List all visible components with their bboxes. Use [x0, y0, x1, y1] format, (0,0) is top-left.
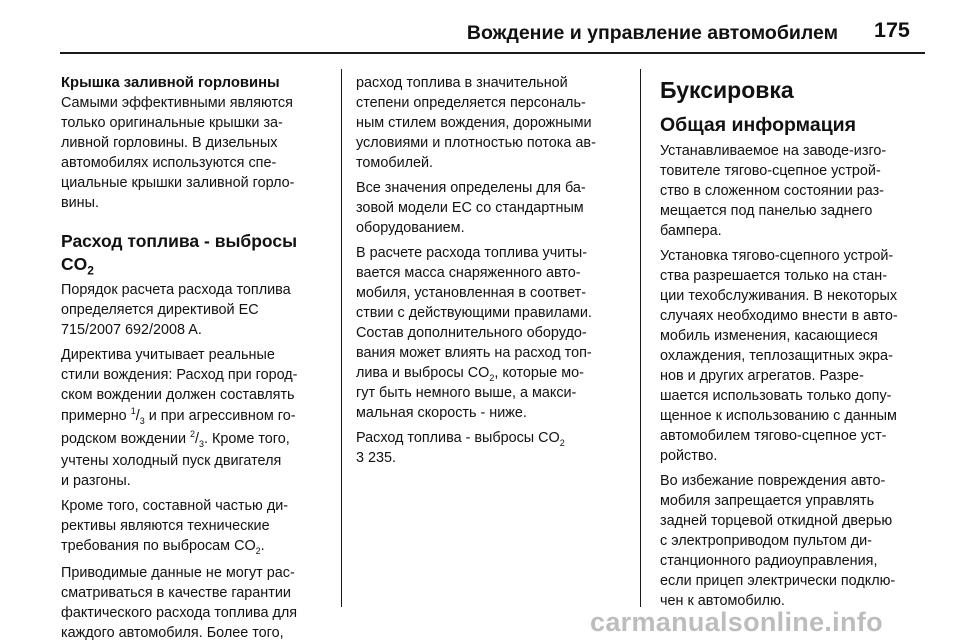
consumption-heading-line1: Расход топлива - выбросы — [61, 231, 298, 251]
text-line: зовой модели ЕС со стандартным — [356, 200, 584, 216]
text-line: степени определяется персональ- — [356, 95, 586, 111]
text-line: охлаждения, теплозащитных экра- — [660, 348, 893, 364]
text-line: Кроме того, составной частью ди- — [61, 498, 289, 514]
text-line: мобиля запрещается управлять — [660, 493, 875, 509]
text-line: автомобилем тягово-сцепное уст- — [660, 428, 887, 444]
text-line: случаях необходимо внести в авто- — [660, 308, 898, 324]
text-line: Директива учитывает реальные — [61, 347, 275, 363]
text-line: мещается под панелью заднего — [660, 203, 873, 219]
text-line: бампера. — [660, 223, 722, 239]
text-line: примерно $^1/_3$ и при агрессивном го- — [61, 406, 296, 426]
cross-reference-title: Расход топлива - выбросы $CO_2$ — [356, 430, 565, 448]
text-line: каждого автомобиля. Более того, — [61, 625, 284, 641]
site-watermark: carmanualsonline.info — [590, 607, 883, 637]
fuel-cap-heading: Крышка заливной горловины — [61, 75, 280, 91]
general-info-heading: Общая информация — [660, 114, 857, 136]
text-line: условиями и плотностью потока ав- — [356, 135, 596, 151]
text-line: только оригинальные крышки за- — [61, 115, 283, 131]
header-divider — [60, 52, 925, 54]
text-line: ском вождении должен составлять — [61, 387, 295, 403]
text-line: определяется директивой ЕС — [61, 302, 259, 318]
text-line: если прицеп электрически подклю- — [660, 573, 896, 589]
text-line: Порядок расчета расхода топлива — [61, 282, 291, 298]
text-line: требования по выбросам $CO_2$. — [61, 538, 265, 556]
column-2 — [356, 73, 626, 468]
text-line: гут быть немного выше, а макси- — [356, 385, 577, 401]
text-line: Все значения определены для ба- — [356, 180, 586, 196]
text-line: оборудованием. — [356, 220, 465, 236]
text-line: ройство. — [660, 448, 718, 464]
page-reference-arrow-icon: 3 — [356, 450, 365, 466]
text-line: сматриваться в качестве гарантии — [61, 585, 291, 601]
text-line: вается масса снаряженного авто- — [356, 265, 581, 281]
text-line: учтены холодный пуск двигателя — [61, 453, 282, 469]
column-divider-2 — [640, 69, 641, 607]
text-line: задней торцевой откидной дверью — [660, 513, 893, 529]
text-line: Состав дополнительного оборудо- — [356, 325, 587, 341]
text-line: Во избежание повреждения авто- — [660, 473, 886, 489]
text-line: ции техобслуживания. В некоторых — [660, 288, 898, 304]
text-line: томобилей. — [356, 155, 434, 171]
text-line: и разгоны. — [61, 473, 131, 489]
text-line: лива и выбросы $CO_2$, которые мо- — [356, 365, 584, 383]
text-line: нов и других агрегатов. Разре- — [660, 368, 864, 384]
text-line: чен к автомобилю. — [660, 593, 785, 609]
column-divider-1 — [341, 69, 342, 607]
text-line: стили вождения: Расход при город- — [61, 367, 298, 383]
text-line: ство в сложенном состоянии раз- — [660, 183, 884, 199]
towing-heading: Буксировка — [660, 77, 794, 103]
text-line: мальная скорость - ниже. — [356, 405, 527, 421]
text-line: рективы являются технические — [61, 518, 270, 534]
text-line: шается использовать только допу- — [660, 388, 892, 404]
text-line: товителе тягово-сцепное устрой- — [660, 163, 881, 179]
text-line: ствии с действующими правилами. — [356, 305, 592, 321]
text-line: Приводимые данные не могут рас- — [61, 565, 295, 581]
text-line: Установка тягово-сцепного устрой- — [660, 248, 894, 264]
fuel-cap-paragraph — [61, 93, 324, 213]
text-line: расход топлива в значительной — [356, 75, 568, 91]
text-line: ства разрешается только на стан- — [660, 268, 887, 284]
text-line: 715/2007 692/2008 A. — [61, 322, 202, 338]
text-line: Устанавливаемое на заводе-изго- — [660, 143, 887, 159]
text-line: В расчете расхода топлива учиты- — [356, 245, 588, 261]
text-line: мобиль изменения, касающиеся — [660, 328, 878, 344]
column-3 — [660, 74, 930, 611]
text-line: с электроприводом пультом ди- — [660, 533, 872, 549]
text-line: ным стилем вождения, дорожными — [356, 115, 592, 131]
text-line: станционного радиоуправления, — [660, 553, 878, 569]
text-line: ливной горловины. В дизельных — [61, 135, 278, 151]
text-line: вания может влиять на расход топ- — [356, 345, 592, 361]
text-line: циальные крышки заливной горло- — [61, 175, 295, 191]
page-number: 175 — [874, 18, 910, 42]
text-line: щенное к использованию с данным — [660, 408, 897, 424]
text-line: вины. — [61, 195, 99, 211]
column-1 — [61, 73, 324, 643]
text-line: родском вождении $^2/_3$. Кроме того, — [61, 429, 290, 449]
text-line: автомобилях используются спе- — [61, 155, 277, 171]
page-header-title: Вождение и управление автомобилем — [466, 22, 838, 44]
text-line: мобиля, установленная в соответ- — [356, 285, 587, 301]
cross-reference-link[interactable]: 3 235. — [356, 450, 397, 466]
text-line: Самыми эффективными являются — [61, 95, 293, 111]
text-line: фактического расхода топлива для — [61, 605, 298, 621]
consumption-heading-line2: $CO_2$ — [61, 254, 94, 278]
